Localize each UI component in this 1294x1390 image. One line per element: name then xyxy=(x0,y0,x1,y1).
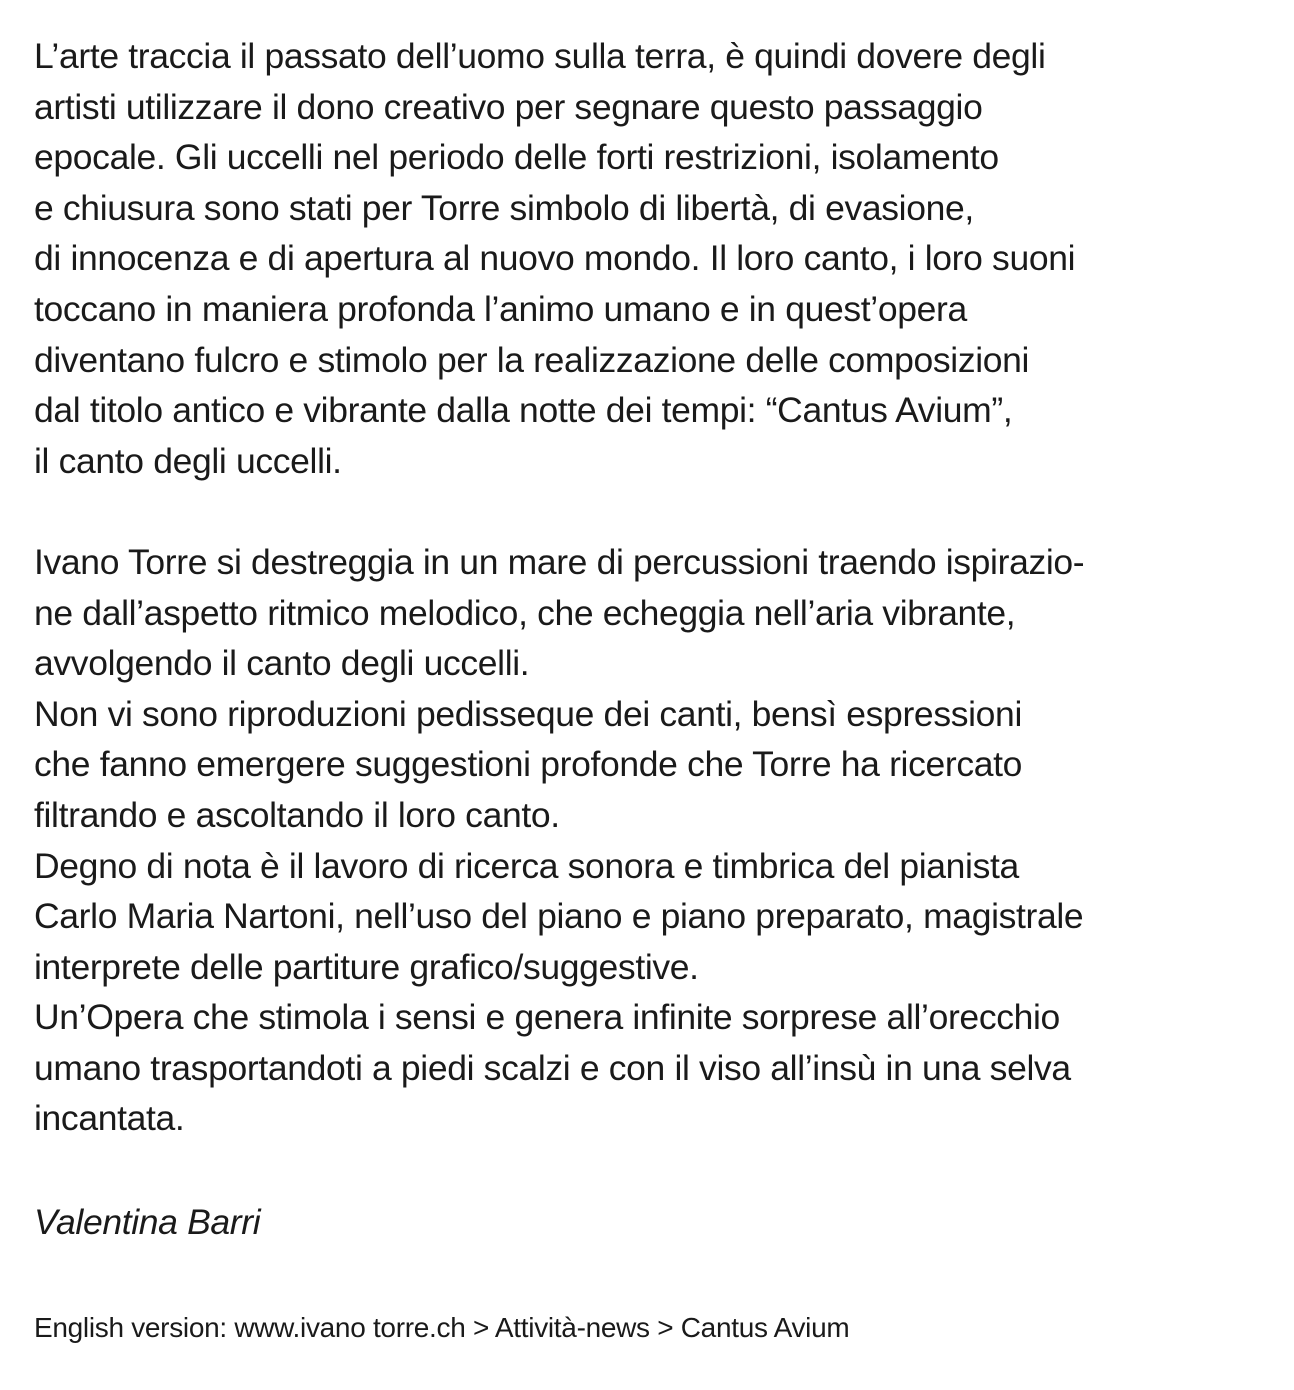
text-line: filtrando e ascoltando il loro canto. xyxy=(34,794,560,835)
paragraph-spacer xyxy=(34,486,1274,537)
text-line: che fanno emergere suggestioni profonde che Torre ha ricercato xyxy=(34,744,1023,785)
text-line: L’arte traccia il passato dell’uomo sulla terra, è quindi dovere degli xyxy=(34,36,1046,76)
text-line: interprete delle partiture grafico/suggestive. xyxy=(34,946,699,987)
text-line: umano trasportandoti a piedi scalzi e con il viso all’insù in una selva xyxy=(34,1047,1071,1088)
paragraph-1 xyxy=(34,31,1274,486)
text-line: di innocenza e di apertura al nuovo mondo. Il loro canto, i loro suoni xyxy=(34,238,1076,279)
text-line: e chiusura sono stati per Torre simbolo di libertà, di evasione, xyxy=(34,187,974,228)
article-body xyxy=(34,31,1274,1144)
english-version-note: English version: www.ivano torre.ch > Attività-news > Cantus Avium xyxy=(34,1312,850,1343)
text-line: artisti utilizzare il dono creativo per segnare questo passaggio xyxy=(34,86,983,127)
author-signature: Valentina Barri xyxy=(34,1202,261,1242)
text-line: diventano fulcro e stimolo per la realizzazione delle composizioni xyxy=(34,339,1030,380)
text-line: dal titolo antico e vibrante dalla notte dei tempi: “Cantus Avium”, xyxy=(34,390,1013,431)
text-line: epocale. Gli uccelli nel periodo delle forti restrizioni, isolamento xyxy=(34,137,999,178)
text-line: toccano in maniera profonda l’animo umano e in quest’opera xyxy=(34,288,967,329)
text-line: Non vi sono riproduzioni pedisseque dei canti, bensì espressioni xyxy=(34,693,1022,734)
text-line: ne dall’aspetto ritmico melodico, che echeggia nell’aria vibrante, xyxy=(34,592,1016,633)
text-line: Carlo Maria Nartoni, nell’uso del piano e piano preparato, magistrale xyxy=(34,896,1084,937)
text-line: Ivano Torre si destreggia in un mare di percussioni traendo ispirazio- xyxy=(34,541,1085,582)
text-line: avvolgendo il canto degli uccelli. xyxy=(34,643,530,684)
text-line: Degno di nota è il lavoro di ricerca sonora e timbrica del pianista xyxy=(34,845,1019,886)
paragraph-2 xyxy=(34,537,1274,1144)
text-line: incantata. xyxy=(34,1098,185,1139)
text-line: il canto degli uccelli. xyxy=(34,440,342,481)
text-line: Un’Opera che stimola i sensi e genera infinite sorprese all’orecchio xyxy=(34,997,1060,1038)
